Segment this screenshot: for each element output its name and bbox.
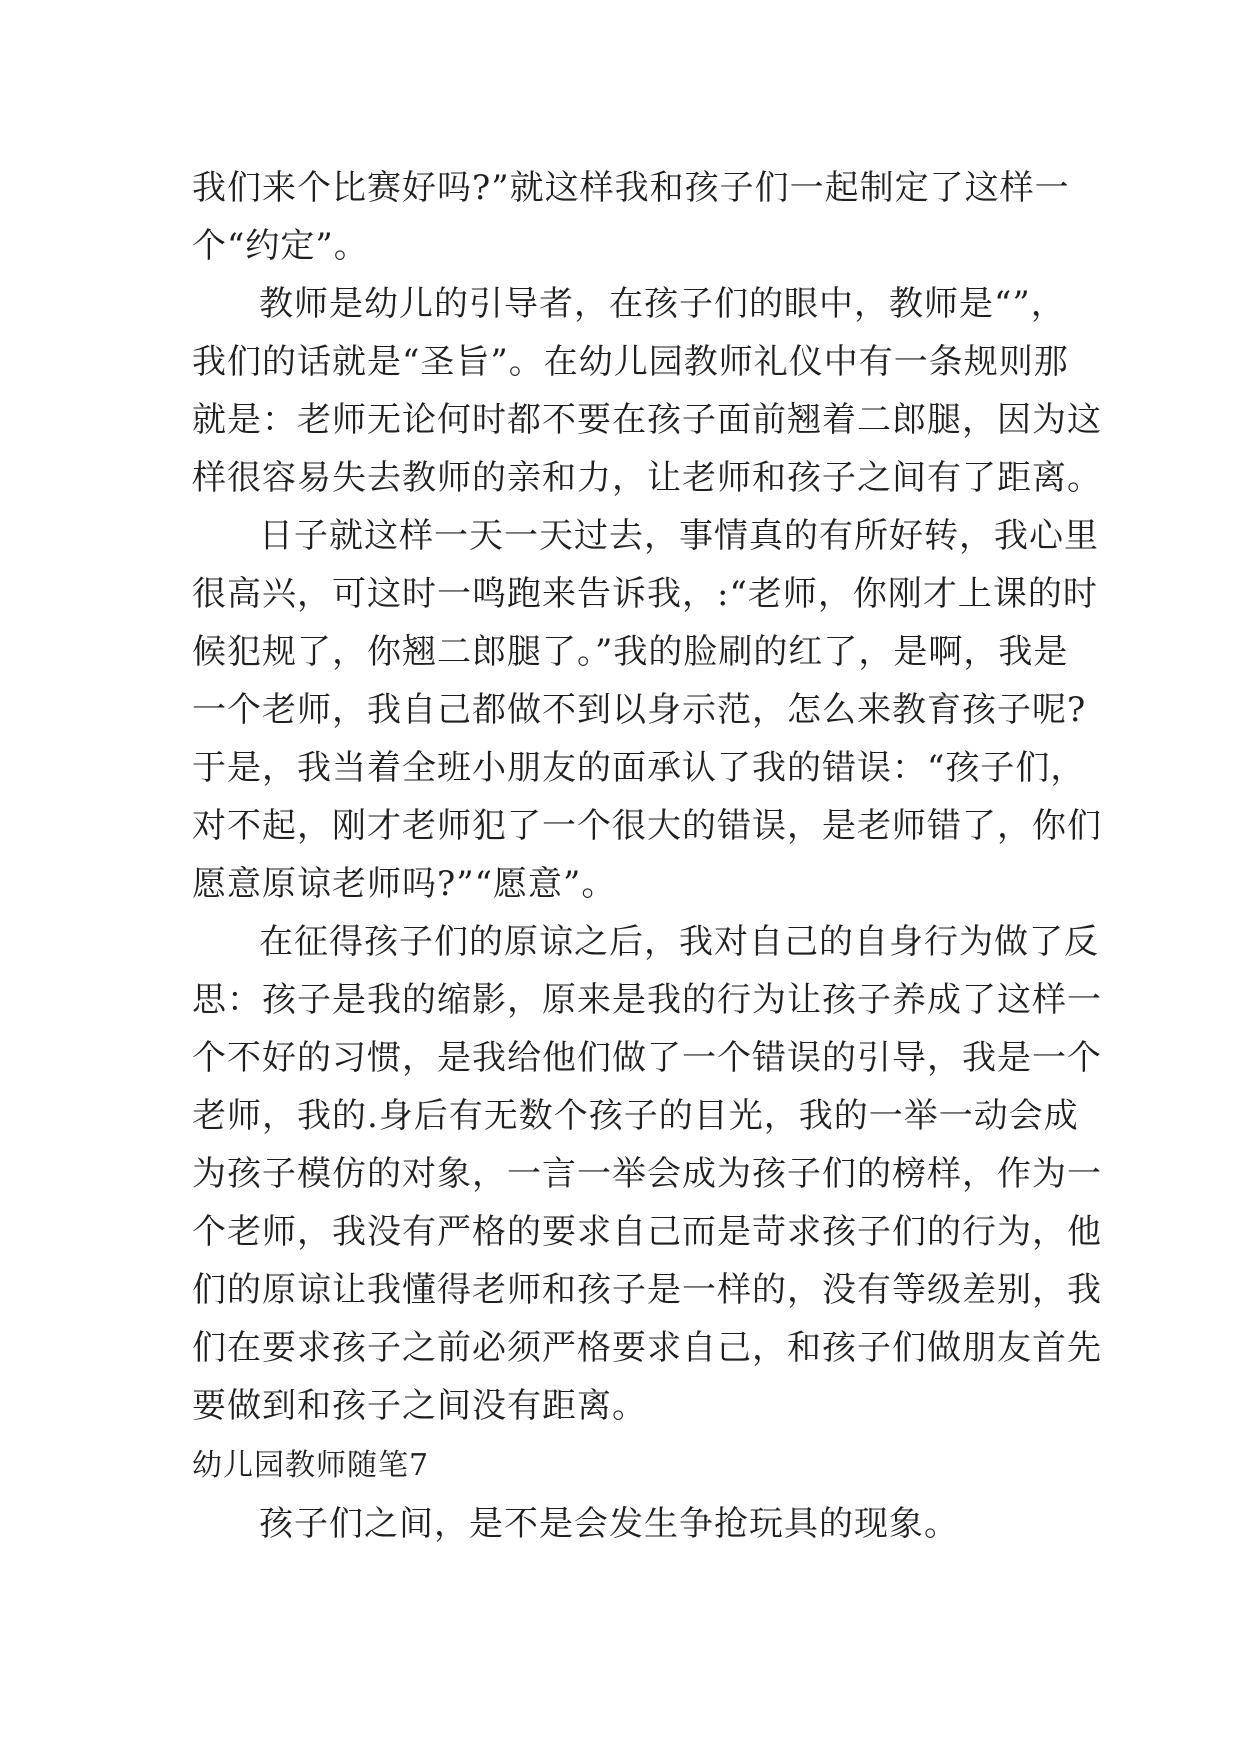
- text-line: 于是，我当着全班小朋友的面承认了我的错误：“孩子们，: [192, 748, 1086, 788]
- paragraph-first-line: 在征得孩子们的原谅之后，我对自己的自身行为做了反: [259, 922, 1099, 962]
- text-line: 就是：老师无论何时都不要在孩子面前翘着二郎腿，因为这: [192, 400, 1102, 440]
- text-line: 愿意原谅老师吗?”“愿意”。: [192, 864, 617, 904]
- paragraph-first-line: 日子就这样一天一天过去，事情真的有所好转，我心里: [259, 516, 1099, 556]
- text-line: 为孩子模仿的对象，一言一举会成为孩子们的榜样，作为一: [192, 1154, 1102, 1194]
- text-line: 个老师，我没有严格的要求自己而是苛求孩子们的行为，他: [192, 1212, 1102, 1252]
- text-line: 要做到和孩子之间没有距离。: [192, 1386, 647, 1426]
- text-line: 思：孩子是我的缩影，原来是我的行为让孩子养成了这样一: [192, 980, 1102, 1020]
- text-line: 们在要求孩子之前必须严格要求自己，和孩子们做朋友首先: [192, 1328, 1102, 1368]
- text-line: 对不起，刚才老师犯了一个很大的错误，是老师错了，你们: [192, 806, 1102, 846]
- text-line: 我们的话就是“圣旨”。在幼儿园教师礼仪中有一条规则那: [192, 342, 1069, 382]
- text-line: 个“约定”。: [192, 226, 369, 266]
- text-line: 候犯规了，你翘二郎腿了。”我的脸刷的红了，是啊，我是: [192, 632, 1069, 672]
- text-line: 我们来个比赛好吗?”就这样我和孩子们一起制定了这样一: [192, 168, 1070, 208]
- paragraph-first-line: 教师是幼儿的引导者，在孩子们的眼中，教师是“”，: [259, 284, 1066, 324]
- text-line: 们的原谅让我懂得老师和孩子是一样的，没有等级差别，我: [192, 1270, 1102, 1310]
- text-line: 老师，我的.身后有无数个孩子的目光，我的一举一动会成: [192, 1096, 1079, 1136]
- text-line: 很高兴，可这时一鸣跑来告诉我，:“老师，你刚才上课的时: [192, 574, 1098, 614]
- text-line: 个不好的习惯，是我给他们做了一个错误的引导，我是一个: [192, 1038, 1102, 1078]
- text-line: 一个老师，我自己都做不到以身示范，怎么来教育孩子呢?: [192, 690, 1087, 730]
- paragraph-first-line: 孩子们之间，是不是会发生争抢玩具的现象。: [259, 1504, 959, 1544]
- section-title: 幼儿园教师随笔7: [192, 1448, 430, 1483]
- text-line: 样很容易失去教师的亲和力，让老师和孩子之间有了距离。: [192, 458, 1102, 498]
